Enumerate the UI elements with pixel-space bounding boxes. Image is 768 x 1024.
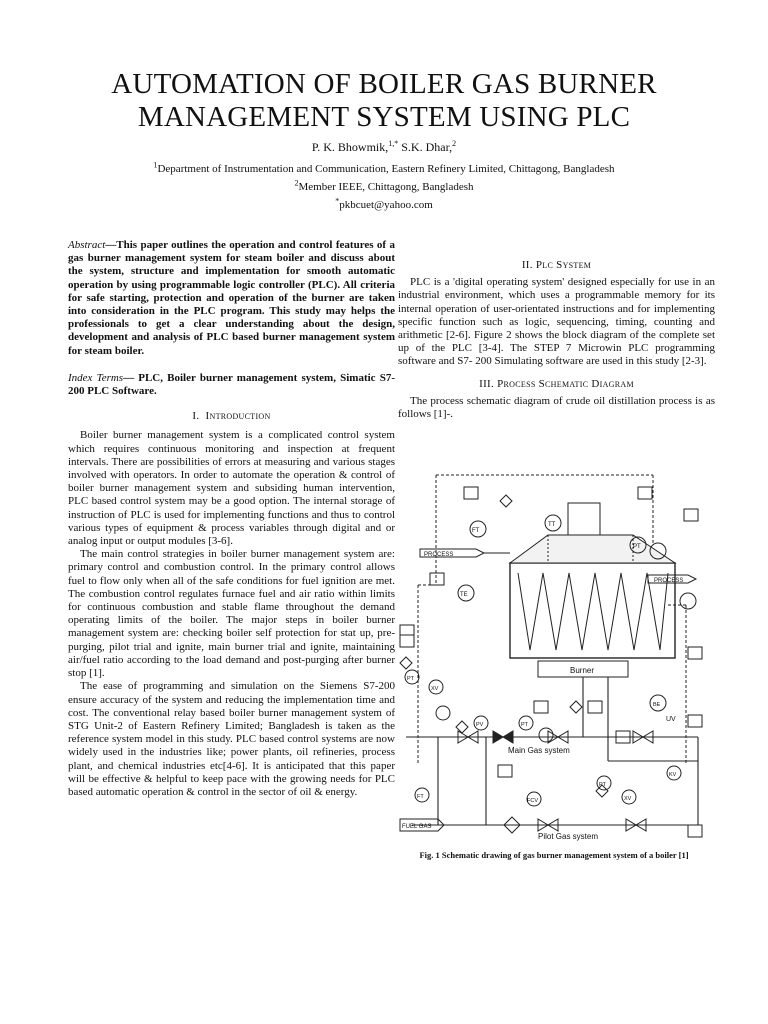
fuel-gas-label: FUEL GAS [402,824,432,830]
email-text: pkbcuet@yahoo.com [339,199,433,211]
proc-num: III. [479,377,495,390]
affiliation-2-sup: 2 [294,178,299,188]
proc-title: Process Schematic Diagram [497,377,634,390]
plc-paragraph-1: PLC is a 'digital operating system' designed especially for use in an industrial environment, which uses a programmable memory for its internal operation of user-orientated instructions and for implementing specific function such as logic, sequencing, timing, counting and arithmetic [2-6]. Figure 2 shows the block diagram of the complete set up of the PLC [3-4]. The STEP 7 Microwin PLC programming software and S7- 200 Simulating software are used in this study [2-3]. [398,276,715,368]
pt-pilot-label: PT [599,782,607,788]
email-sup: * [335,196,340,206]
intro-paragraph-1: Boiler burner management system is a complicated control system which requires continuous monitoring and inspection at frequent intervals. There are possibilities of errors at measuring and various stages involved with operators. In order to automate the operation & control of boiler burner management system and subsiding human intervention, PLC based control system may be a good option. The internal storage of instruction of PLC is used for implementing functions and thus to control various types of equipment & process variables through digital and or analog input or output modules [3-6]. [68,429,395,548]
pt-mid-label: PT [521,722,529,728]
paper-title-line2: MANAGEMENT SYSTEM USING PLC [137,101,631,133]
tt-top-label: TT [548,522,556,528]
abstract [68,239,395,358]
author-1: P. K. Bhowmik, [311,140,389,154]
authors [0,140,768,155]
abstract-text: —This paper outlines the operation and control features of a gas burner management system for steam boiler and discuss about the system, structure and implementation for smooth automatic operation by using programmable logic controller (PLC). All criteria for safe starting, protection and operation of the burner are taken into consideration in the PLC program. This study may helps the professionals to get a clear understanding about the design, development and analysis of PLC based burner management system for steam boiler. [68,239,395,357]
pt-top-label: PT [633,544,641,550]
burner-label: Burner [570,666,595,675]
lower-instruments [405,670,681,806]
main-gas-system-label: Main Gas system [508,746,570,755]
pt-low-left-label: PT [407,676,415,682]
index-terms-label: Index Terms [68,371,124,384]
furnace-box [510,563,675,658]
intro-paragraph-2: The main control strategies in boiler burner management system are: primary control and combustion control. In the primary control allows fuel to flow only when all of the safe conditions for fuel ignition are met. The combustion control regulates furnace fuel and air ratio within limits for continuous combustion and stable flame throughout the demand operating limits of the boiler. The major steps in boiler burner management system are: checking boiler self protection for stat up, pre-purging, pilot trial and ignite, main burner trial and ignite, maintaining air/fuel ratio according to the load demand and post-purging after burner stop [1]. [68,548,395,680]
affiliation-2-text: Member IEEE, Chittagong, Bangladesh [298,181,474,193]
xv-low-left-label: XV [431,686,439,692]
index-terms-text: — PLC, Boiler burner management system, Simatic S7-200 PLC Software. [68,371,395,398]
affiliation-1-text: Department of Instrumentation and Communication, Eastern Refinery Limited, Chittagong, Bangladesh [157,163,615,175]
ft-label: FT [472,528,480,534]
affiliation-1-sup: 1 [153,160,158,170]
intro-paragraph-3: The ease of programming and simulation on the Siemens S7-200 ensure accuracy of the system and reducing the implementation time and cost. The conventional relay based boiler burner management system of STG Unit-2 of Eastern Refinery Limited; Bangladesh is taken as the reference system model in this study. PLC based control systems are now widely used in the industries like; power plants, oil refineries, process plant, and chemical industries etc[4-6]. It is anticipated that this paper will be effective & helpful to keep pace with the growing needs for PLC based automatic operation & control in the sector of oil & energy. [68,680,395,798]
index-terms [68,372,395,398]
pv-label: PV [476,722,484,728]
te-label: TE [460,592,468,598]
control-signal-lines [418,475,686,765]
pt-right-instrument-icon [680,593,696,609]
author-2-sup: 2 [452,139,457,148]
figure-caption: Fig. 1 Schematic drawing of gas burner management system of a boiler [1] [419,850,689,860]
section-heading-introduction [68,410,395,423]
heating-coil [518,573,668,650]
stack-duct [568,503,600,535]
uv-label: UV [666,716,676,723]
section-heading-plc-system [398,259,715,272]
xv-pilot-label: XV [624,796,632,802]
intro-title: Introduction [205,410,271,423]
proc-paragraph-1: The process schematic diagram of crude oil distillation process is as follows [1]-. [398,394,715,421]
fcv-label: FCV [527,798,538,804]
author-2: S.K. Dhar, [398,140,453,154]
section-heading-process-schematic [398,378,715,391]
ft-low-label: FT [417,794,424,800]
abstract-label: Abstract [68,239,106,251]
plc-num: II. [521,259,533,271]
process-out-label: PROCESS [654,578,684,584]
plc-title: Plc System [535,259,592,271]
paper-title-line1: AUTOMATION OF BOILER GAS BURNER [111,68,657,100]
affiliation-1 [0,160,768,175]
pilot-gas-system-label: Pilot Gas system [538,832,599,841]
left-column [68,239,395,799]
intro-num: I. [192,410,200,423]
schematic-figure [398,465,710,845]
email [0,196,768,211]
affiliation-2 [0,178,768,193]
boiler-schematic-svg [398,465,710,845]
kv-label: KV [669,772,677,778]
right-column [398,259,715,421]
be-label: BE [653,702,661,708]
process-in-label: PROCESS [424,552,454,558]
author-1-sup: 1,* [388,139,399,148]
